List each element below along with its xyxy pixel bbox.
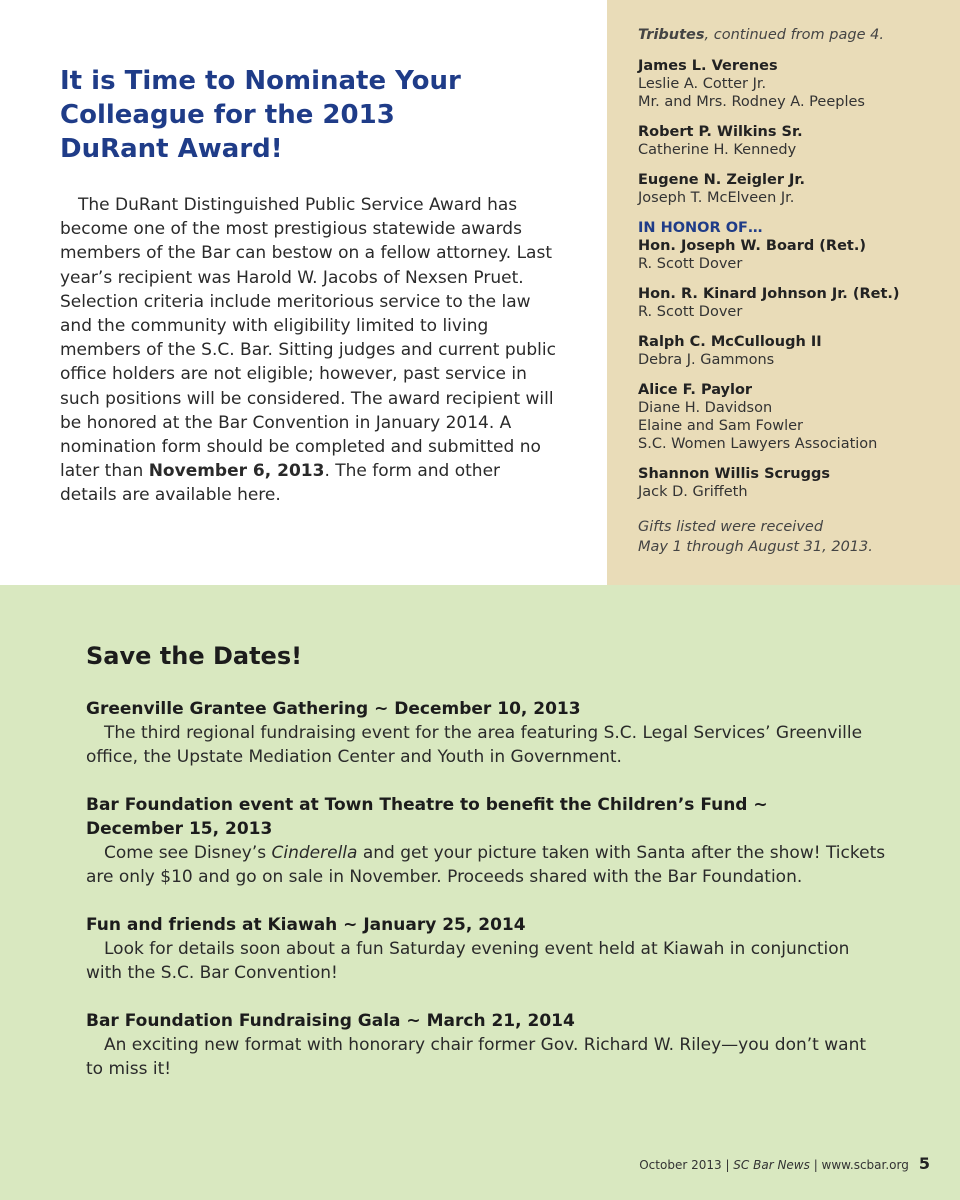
event-title <box>86 1009 886 1033</box>
tribute-entry <box>638 123 950 159</box>
tribute-donor: Leslie A. Cotter Jr. <box>638 76 767 92</box>
event-description <box>86 721 886 769</box>
event-item <box>86 793 886 889</box>
tribute-entry <box>638 57 950 111</box>
tribute-entry <box>638 333 950 369</box>
tribute-entry <box>638 381 950 453</box>
tribute-donor: Elaine and Sam Fowler <box>638 418 804 434</box>
event-description-text: The third regional fundraising event for the area featuring S.C. Legal Services’ Greenville office, the Upstate Mediation Center and Youth in Government. <box>86 723 863 767</box>
save-the-dates-title: Save the Dates! <box>86 642 303 670</box>
tributes-footnote <box>638 517 950 557</box>
nominate-title-line3: DuRant Award! <box>60 134 283 164</box>
tribute-donor: Jack D. Griffeth <box>638 484 748 500</box>
tributes-heading-bold: Tributes <box>638 27 705 43</box>
event-item <box>86 697 886 769</box>
tribute-donor: Debra J. Gammons <box>638 352 775 368</box>
page-number: 5 <box>918 1154 930 1173</box>
tribute-entry <box>638 237 950 273</box>
tributes-honor-list <box>638 237 950 501</box>
page-footer <box>639 1154 930 1173</box>
tribute-honoree: James L. Verenes <box>638 58 778 74</box>
save-the-dates-section <box>0 585 960 1200</box>
nominate-title-line1: It is Time to Nominate Your <box>60 66 461 96</box>
tributes-footnote-line1: Gifts listed were received <box>638 519 824 535</box>
footer-publication: SC Bar News <box>733 1158 810 1172</box>
event-item <box>86 1009 886 1081</box>
event-description-text: Look for details soon about a fun Saturday evening event held at Kiawah in conjunction with the S.C. Bar Convention! <box>86 939 850 983</box>
nominate-title <box>60 64 580 166</box>
event-title-line: Greenville Grantee Gathering ~ December 10, 2013 <box>86 699 581 719</box>
footer-separator: | <box>809 1158 822 1172</box>
tributes-footnote-line2: May 1 through August 31, 2013. <box>638 539 873 555</box>
events-list <box>86 697 886 1105</box>
tributes-heading-rest: , continued from page 4. <box>704 27 884 43</box>
tribute-entry <box>638 171 950 207</box>
tribute-honoree: Robert P. Wilkins Sr. <box>638 124 803 140</box>
tribute-donor: Joseph T. McElveen Jr. <box>638 190 795 206</box>
tribute-honoree: Shannon Willis Scruggs <box>638 466 830 482</box>
event-description-text: An exciting new format with honorary chair former Gov. Richard W. Riley—you don’t want to miss it! <box>86 1035 867 1079</box>
event-title <box>86 697 886 721</box>
tribute-donor: S.C. Women Lawyers Association <box>638 436 878 452</box>
footer-date: October 2013 <box>639 1158 722 1172</box>
tributes-sidebar <box>607 0 960 585</box>
event-description-italic: Cinderella <box>271 843 358 863</box>
footer-website[interactable]: www.scbar.org <box>821 1158 909 1172</box>
nominate-body-text: The DuRant Distinguished Public Service Award has become one of the most prestigious statewide awards members of the Bar can bestow on a fellow attorney. Last year’s recipient was Harold W. Jacobs of Nexsen Pruet. Selection criteria include meritorious service to the law and the community with eligibility limited to living members of the S.C. Bar. Sitting judges and current public office holders are not eligible; however, past service in such positions will be considered. The award recipient will be honored at the Bar Convention in January 2014. A nomination form should be completed and submitted no later than <box>60 195 556 482</box>
tributes-memory-list <box>638 57 950 207</box>
tribute-honoree: Hon. R. Kinard Johnson Jr. (Ret.) <box>638 286 900 302</box>
nominate-body <box>60 193 560 508</box>
tribute-honoree: Eugene N. Zeigler Jr. <box>638 172 806 188</box>
tribute-donor: Catherine H. Kennedy <box>638 142 797 158</box>
event-description <box>86 841 886 889</box>
tribute-donor: Diane H. Davidson <box>638 400 773 416</box>
event-description-text: and get your picture taken with Santa after the show! Tickets are only $10 and go on sale in November. Proceeds shared with the Bar Foundation. <box>86 843 886 887</box>
event-description <box>86 1033 886 1081</box>
in-honor-of-label: IN HONOR OF… <box>638 220 763 236</box>
event-description-text: Come see Disney’s <box>104 843 272 863</box>
event-title-line: December 15, 2013 <box>86 819 273 839</box>
nominate-title-line2: Colleague for the 2013 <box>60 100 395 130</box>
event-description <box>86 937 886 985</box>
tributes-heading <box>638 26 950 44</box>
tribute-donor: Mr. and Mrs. Rodney A. Peeples <box>638 94 865 110</box>
event-title-line: Fun and friends at Kiawah ~ January 25, 2014 <box>86 915 526 935</box>
tribute-entry <box>638 465 950 501</box>
event-title <box>86 793 886 841</box>
event-title-line: Bar Foundation event at Town Theatre to benefit the Children’s Fund ~ <box>86 795 768 815</box>
tribute-honoree: Ralph C. McCullough II <box>638 334 822 350</box>
nomination-deadline: November 6, 2013 <box>148 461 325 482</box>
tribute-honoree: Hon. Joseph W. Board (Ret.) <box>638 238 866 254</box>
event-title <box>86 913 886 937</box>
event-item <box>86 913 886 985</box>
event-title-line: Bar Foundation Fundraising Gala ~ March 21, 2014 <box>86 1011 575 1031</box>
tribute-honoree: Alice F. Paylor <box>638 382 753 398</box>
tribute-donor: R. Scott Dover <box>638 304 743 320</box>
footer-separator: | <box>721 1158 734 1172</box>
tribute-donor: R. Scott Dover <box>638 256 743 272</box>
nominate-section <box>0 0 607 585</box>
nominate-body-text-end: . The form and other details are available here. <box>60 461 501 506</box>
tribute-entry <box>638 285 950 321</box>
